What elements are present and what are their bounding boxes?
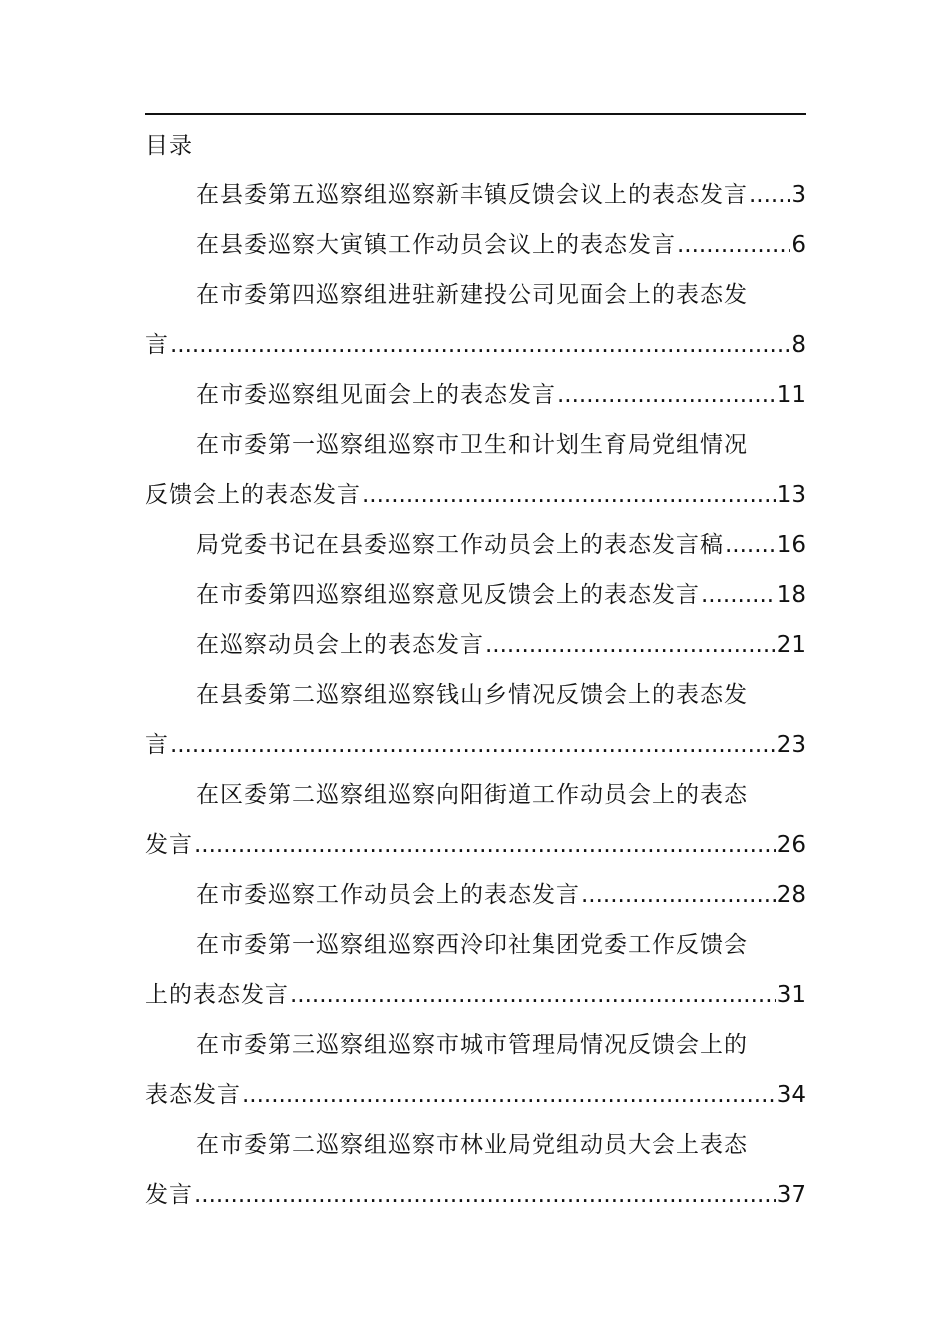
toc-leader xyxy=(485,620,776,670)
toc-entry-text: 在巡察动员会上的表态发言 xyxy=(196,632,484,658)
toc-entry-line xyxy=(145,1120,806,1170)
toc-leader xyxy=(290,970,776,1020)
toc-entry-text-cont: 发言 xyxy=(145,1182,193,1208)
toc-leader xyxy=(194,1170,776,1220)
toc-entry[interactable] xyxy=(145,770,806,870)
toc-entry-line xyxy=(145,720,806,770)
toc-page-number: 28 xyxy=(776,882,806,908)
toc-leader xyxy=(557,370,776,420)
toc-entry-line xyxy=(145,170,806,220)
toc-entry-text: 在市委第四巡察组巡察意见反馈会上的表态发言 xyxy=(196,582,700,608)
toc-entry[interactable] xyxy=(145,620,806,670)
toc-entry-text: 在县委巡察大寅镇工作动员会议上的表态发言 xyxy=(196,232,676,258)
toc-page-number: 21 xyxy=(776,632,806,658)
toc-list xyxy=(145,170,806,1220)
toc-entry-text: 在市委第四巡察组进驻新建投公司见面会上的表态发 xyxy=(196,282,748,308)
toc-entry-line xyxy=(145,670,806,720)
toc-entry-line xyxy=(145,320,806,370)
header-rule xyxy=(145,113,806,115)
toc-page-number: 26 xyxy=(776,832,806,858)
toc-entry[interactable] xyxy=(145,1020,806,1120)
toc-entry-text-cont: 言 xyxy=(145,332,169,358)
toc-entry-text: 在县委第二巡察组巡察钱山乡情况反馈会上的表态发 xyxy=(196,682,748,708)
toc-entry-line xyxy=(145,970,806,1020)
toc-entry-line xyxy=(145,420,806,470)
toc-entry-line xyxy=(145,1170,806,1220)
toc-entry-line xyxy=(145,820,806,870)
toc-page-number: 13 xyxy=(776,482,806,508)
toc-page-number: 6 xyxy=(791,232,806,258)
toc-entry-line xyxy=(145,870,806,920)
toc-entry-text: 在市委巡察组见面会上的表态发言 xyxy=(196,382,556,408)
toc-entry-text-cont: 发言 xyxy=(145,832,193,858)
toc-entry[interactable] xyxy=(145,570,806,620)
toc-entry-line xyxy=(145,1070,806,1120)
toc-entry[interactable] xyxy=(145,370,806,420)
toc-entry-line xyxy=(145,270,806,320)
toc-entry-line xyxy=(145,620,806,670)
toc-entry-line xyxy=(145,1020,806,1070)
toc-entry-text-cont: 反馈会上的表态发言 xyxy=(145,482,361,508)
toc-entry-line xyxy=(145,520,806,570)
toc-leader xyxy=(170,320,790,370)
toc-entry-line xyxy=(145,570,806,620)
toc-entry-text: 在区委第二巡察组巡察向阳街道工作动员会上的表态 xyxy=(196,782,748,808)
toc-entry-line xyxy=(145,220,806,270)
toc-entry-text: 在市委第三巡察组巡察市城市管理局情况反馈会上的 xyxy=(196,1032,748,1058)
toc-leader xyxy=(677,220,790,270)
toc-entry[interactable] xyxy=(145,420,806,520)
toc-leader xyxy=(725,520,776,570)
toc-entry-text: 在市委巡察工作动员会上的表态发言 xyxy=(196,882,580,908)
toc-entry-line xyxy=(145,470,806,520)
toc-entry[interactable] xyxy=(145,870,806,920)
toc-page-number: 11 xyxy=(776,382,806,408)
toc-entry[interactable] xyxy=(145,170,806,220)
toc-entry[interactable] xyxy=(145,220,806,270)
toc-leader xyxy=(242,1070,776,1120)
toc-entry-text: 局党委书记在县委巡察工作动员会上的表态发言稿 xyxy=(196,532,724,558)
toc-leader xyxy=(701,570,776,620)
toc-entry-line xyxy=(145,770,806,820)
toc-leader xyxy=(581,870,776,920)
toc-entry-text: 在县委第五巡察组巡察新丰镇反馈会议上的表态发言 xyxy=(196,182,748,208)
toc-page-number: 8 xyxy=(791,332,806,358)
toc-page-number: 18 xyxy=(776,582,806,608)
toc-leader xyxy=(362,470,776,520)
toc-page-number: 16 xyxy=(776,532,806,558)
toc-entry[interactable] xyxy=(145,270,806,370)
toc-entry-text-cont: 表态发言 xyxy=(145,1082,241,1108)
toc-entry[interactable] xyxy=(145,670,806,770)
toc-entry-text: 在市委第一巡察组巡察市卫生和计划生育局党组情况 xyxy=(196,432,748,458)
toc-entry[interactable] xyxy=(145,1120,806,1220)
toc-page-number: 31 xyxy=(776,982,806,1008)
toc-title: 目录 xyxy=(145,133,193,159)
toc-leader xyxy=(194,820,776,870)
toc-entry-line xyxy=(145,370,806,420)
toc-page-number: 23 xyxy=(776,732,806,758)
toc-entry[interactable] xyxy=(145,520,806,570)
toc-entry-text-cont: 上的表态发言 xyxy=(145,982,289,1008)
toc-page-number: 37 xyxy=(776,1182,806,1208)
toc-entry-text: 在市委第一巡察组巡察西泠印社集团党委工作反馈会 xyxy=(196,932,748,958)
toc-entry-text: 在市委第二巡察组巡察市林业局党组动员大会上表态 xyxy=(196,1132,748,1158)
toc-entry[interactable] xyxy=(145,920,806,1020)
toc-page-number: 3 xyxy=(791,182,806,208)
toc-leader xyxy=(170,720,776,770)
toc-leader xyxy=(749,170,790,220)
toc-entry-line xyxy=(145,920,806,970)
toc-entry-text-cont: 言 xyxy=(145,732,169,758)
toc-page-number: 34 xyxy=(776,1082,806,1108)
